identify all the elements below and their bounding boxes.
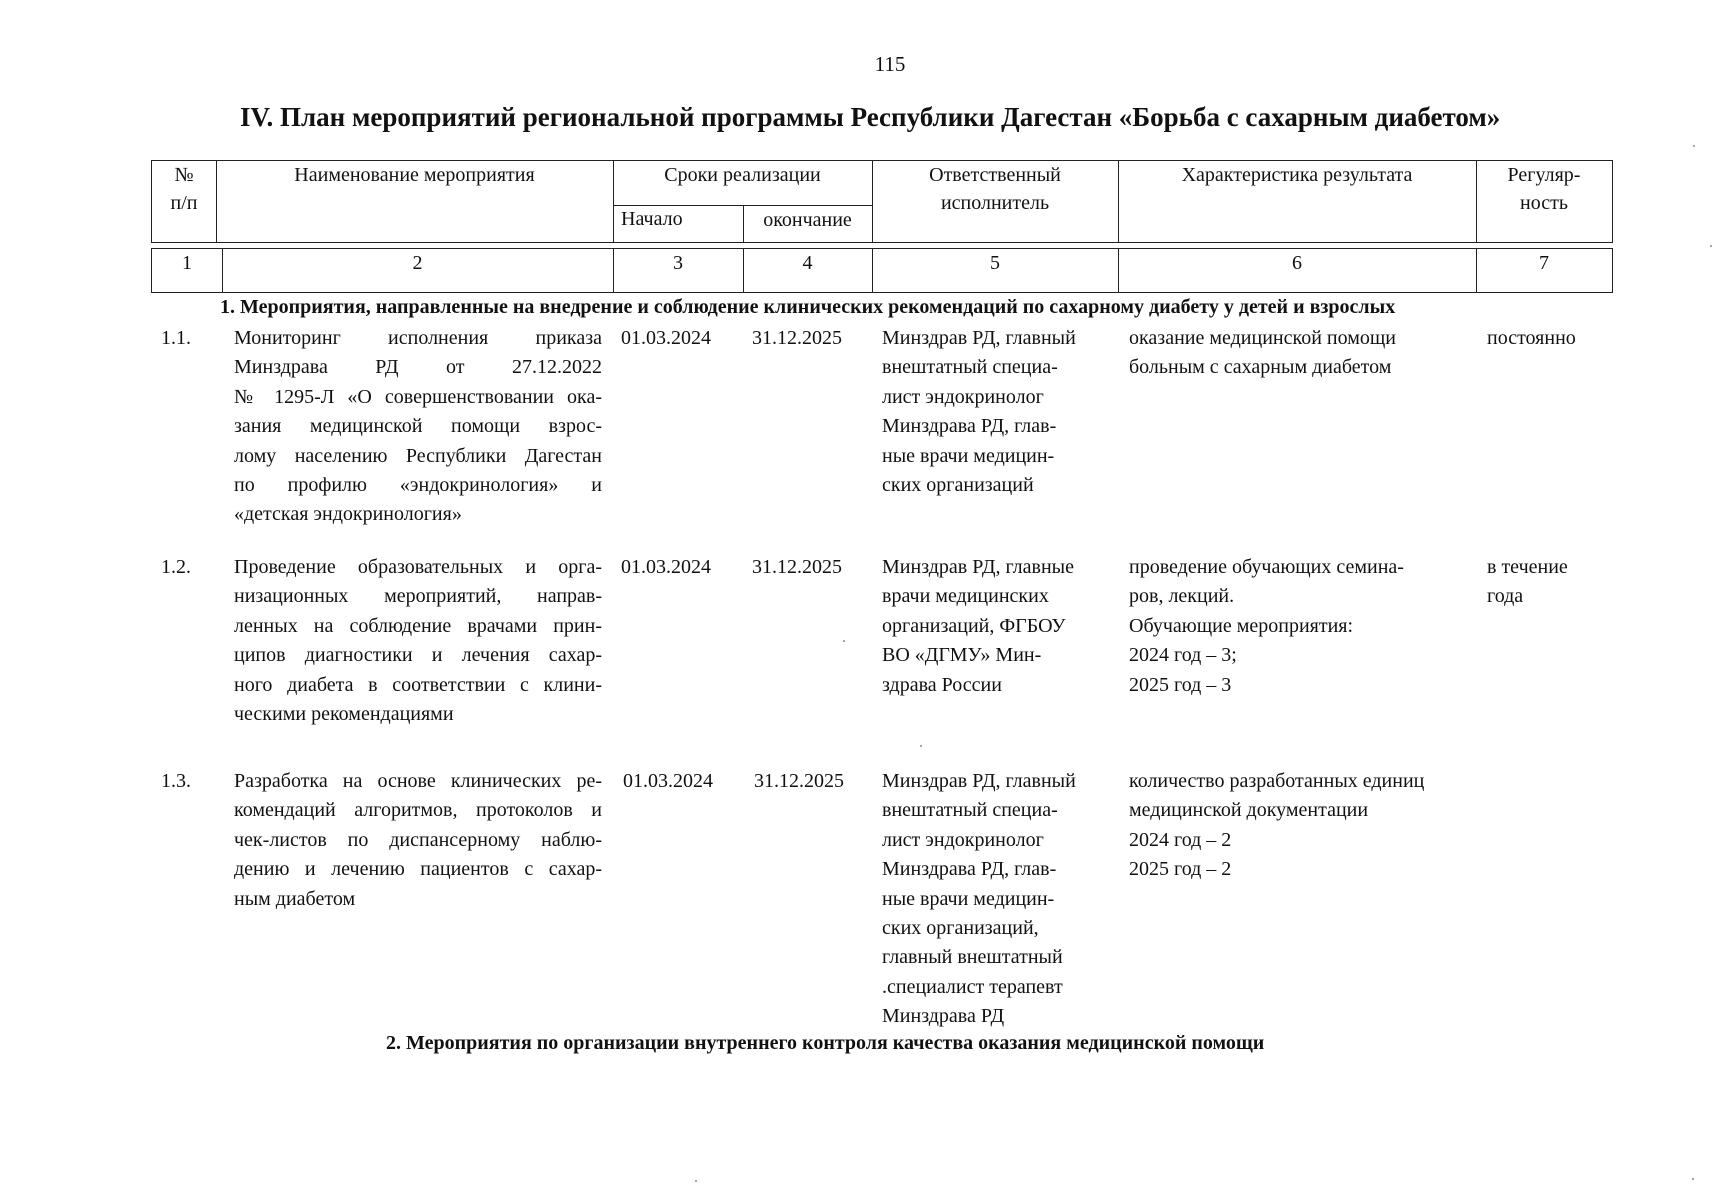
row-executor-line: внештатный специа- bbox=[882, 356, 1058, 379]
row-executor-line: ные врачи медицин- bbox=[882, 887, 1055, 910]
row-name-line: низационных мероприятий, направ- bbox=[234, 585, 602, 608]
row-name-line: чек-листов по диспансерному наблю- bbox=[234, 828, 602, 851]
row-executor-line: внештатный специа- bbox=[882, 799, 1058, 822]
header-end: окончание bbox=[763, 209, 852, 231]
scan-speck bbox=[1693, 145, 1695, 147]
header-executor bbox=[872, 161, 1118, 217]
row-executor-line: здрава России bbox=[882, 673, 1002, 696]
row-name-line: Проведение образовательных и орга- bbox=[234, 556, 602, 578]
row-executor-line: Минздрав РД, главный bbox=[882, 770, 1076, 792]
column-number-2: 2 bbox=[412, 252, 423, 274]
row-start-date: 01.03.2024 bbox=[621, 327, 711, 349]
row-executor-line: Минздрава РД, глав- bbox=[882, 415, 1057, 438]
row-result-line: ров, лекций. bbox=[1129, 585, 1235, 608]
header-name: Наименование мероприятия bbox=[294, 164, 535, 186]
section-heading: IV. План мероприятий региональной программы Республики Дагестан «Борьба с сахарным диабетом» bbox=[240, 102, 1501, 132]
row-executor bbox=[882, 553, 1122, 700]
header-regularity bbox=[1476, 161, 1612, 217]
row-name-line: лому населению Республики Дагестан bbox=[234, 444, 602, 467]
row-name-line: «детская эндокринология» bbox=[234, 503, 462, 526]
row-executor-line: ные врачи медицин- bbox=[882, 444, 1055, 467]
row-regularity-line: года bbox=[1487, 585, 1524, 608]
header-num-line-2: п/п bbox=[170, 192, 198, 214]
row-executor-line: Минздрава РД bbox=[882, 1005, 1005, 1028]
row-end-date: 31.12.2025 bbox=[752, 556, 842, 578]
row-executor-line: главный внештатный bbox=[882, 946, 1063, 969]
row-regularity-line: постоянно bbox=[1487, 327, 1576, 349]
row-start-date: 01.03.2024 bbox=[623, 770, 713, 792]
row-result-line: проведение обучающих семина- bbox=[1129, 556, 1404, 578]
header-result: Характеристика результата bbox=[1181, 164, 1413, 186]
header-executor-line-2: исполнитель bbox=[940, 192, 1050, 214]
row-result-line: Обучающие мероприятия: bbox=[1129, 614, 1354, 637]
row-name-line: ного диабета в соответствии с клини- bbox=[234, 673, 602, 696]
row-num: 1.3. bbox=[161, 770, 191, 792]
column-number-6: 6 bbox=[1292, 252, 1302, 274]
row-executor-line: Минздрав РД, главный bbox=[882, 327, 1076, 349]
row-name-line: Мониторинг исполнения приказа bbox=[234, 327, 602, 349]
row-name-line: ным диабетом bbox=[234, 887, 356, 910]
row-executor-line: врачи медицинских bbox=[882, 585, 1049, 608]
row-end-date: 31.12.2025 bbox=[754, 770, 844, 792]
row-name bbox=[234, 767, 602, 914]
row-executor-line: лист эндокринолог bbox=[882, 385, 1044, 408]
row-result bbox=[1129, 324, 1479, 383]
scan-speck bbox=[1710, 245, 1712, 247]
column-number-3: 3 bbox=[673, 252, 683, 274]
row-result-line: 2024 год – 2 bbox=[1129, 828, 1232, 851]
row-num: 1.2. bbox=[161, 556, 191, 578]
header-regularity-line-1: Регуляр- bbox=[1507, 164, 1581, 186]
row-name-line: ленных на соблюдение врачами прин- bbox=[234, 614, 602, 637]
row-result-line: количество разработанных единиц bbox=[1129, 770, 1425, 792]
scan-speck bbox=[920, 745, 922, 747]
column-numbers-row bbox=[151, 248, 1613, 293]
row-executor bbox=[882, 767, 1122, 1032]
row-executor bbox=[882, 324, 1122, 500]
row-result bbox=[1129, 553, 1479, 700]
row-regularity bbox=[1487, 553, 1617, 612]
column-number-5: 5 bbox=[990, 252, 1000, 274]
row-result bbox=[1129, 767, 1489, 885]
header-dates: Сроки реализации bbox=[664, 164, 821, 186]
scan-speck bbox=[695, 1180, 697, 1182]
header-start: Начало bbox=[621, 208, 683, 230]
row-name-line: Минздрава РД от 27.12.2022 bbox=[234, 356, 602, 379]
column-number-1: 1 bbox=[182, 252, 192, 274]
header-regularity-line-2: ность bbox=[1520, 192, 1568, 214]
row-start-date: 01.03.2024 bbox=[621, 556, 711, 578]
row-executor-line: ских организаций bbox=[882, 474, 1034, 497]
row-executor-line: ских организаций, bbox=[882, 917, 1039, 940]
row-name bbox=[234, 324, 602, 530]
row-name-line: зания медицинской помощи взрос- bbox=[234, 415, 602, 438]
row-name-line: ческими рекомендациями bbox=[234, 703, 454, 726]
group-title: 2. Мероприятия по организации внутреннего контроля качества оказания медицинской помощи bbox=[386, 1032, 1265, 1054]
scan-speck bbox=[1692, 1178, 1694, 1180]
column-number-7: 7 bbox=[1539, 252, 1549, 274]
header-executor-line-1: Ответственный bbox=[929, 164, 1061, 186]
row-executor-line: .специалист терапевт bbox=[882, 975, 1063, 998]
row-result-line: 2025 год – 2 bbox=[1129, 858, 1232, 881]
row-num: 1.1. bbox=[161, 327, 191, 349]
row-executor-line: лист эндокринолог bbox=[882, 828, 1044, 851]
row-executor-line: Минздрав РД, главные bbox=[882, 556, 1074, 578]
row-end-date: 31.12.2025 bbox=[752, 327, 842, 349]
header-num-line-1: № bbox=[174, 164, 194, 186]
row-regularity-line: в течение bbox=[1487, 556, 1568, 578]
row-executor-line: Минздрава РД, глав- bbox=[882, 858, 1057, 881]
row-result-line: 2024 год – 3; bbox=[1129, 644, 1237, 667]
column-number-4: 4 bbox=[802, 252, 813, 274]
scan-speck bbox=[843, 640, 845, 642]
row-name-line: Разработка на основе клинических ре- bbox=[234, 770, 602, 792]
row-name-line: ципов диагностики и лечения сахар- bbox=[234, 644, 602, 667]
row-regularity bbox=[1487, 324, 1617, 353]
group-title: 1. Мероприятия, направленные на внедрение и соблюдение клинических рекомендаций по сахарному диабету у детей и взрослых bbox=[220, 296, 1396, 318]
row-executor-line: организаций, ФГБОУ bbox=[882, 614, 1066, 637]
row-result-line: оказание медицинской помощи bbox=[1129, 327, 1396, 349]
header-num bbox=[152, 161, 216, 217]
row-name bbox=[234, 553, 602, 729]
row-result-line: 2025 год – 3 bbox=[1129, 673, 1232, 696]
row-name-line: по профилю «эндокринология» и bbox=[234, 474, 602, 497]
row-result-line: медицинской документации bbox=[1129, 799, 1369, 822]
page-number: 115 bbox=[874, 52, 906, 76]
row-name-line: дению и лечению пациентов с сахар- bbox=[234, 858, 602, 881]
row-name-line: № 1295-Л «О совершенствовании ока- bbox=[234, 385, 602, 408]
row-result-line: больным с сахарным диабетом bbox=[1129, 356, 1392, 379]
row-executor-line: ВО «ДГМУ» Мин- bbox=[882, 644, 1042, 667]
row-name-line: комендаций алгоритмов, протоколов и bbox=[234, 799, 602, 822]
table-header bbox=[151, 160, 1613, 243]
